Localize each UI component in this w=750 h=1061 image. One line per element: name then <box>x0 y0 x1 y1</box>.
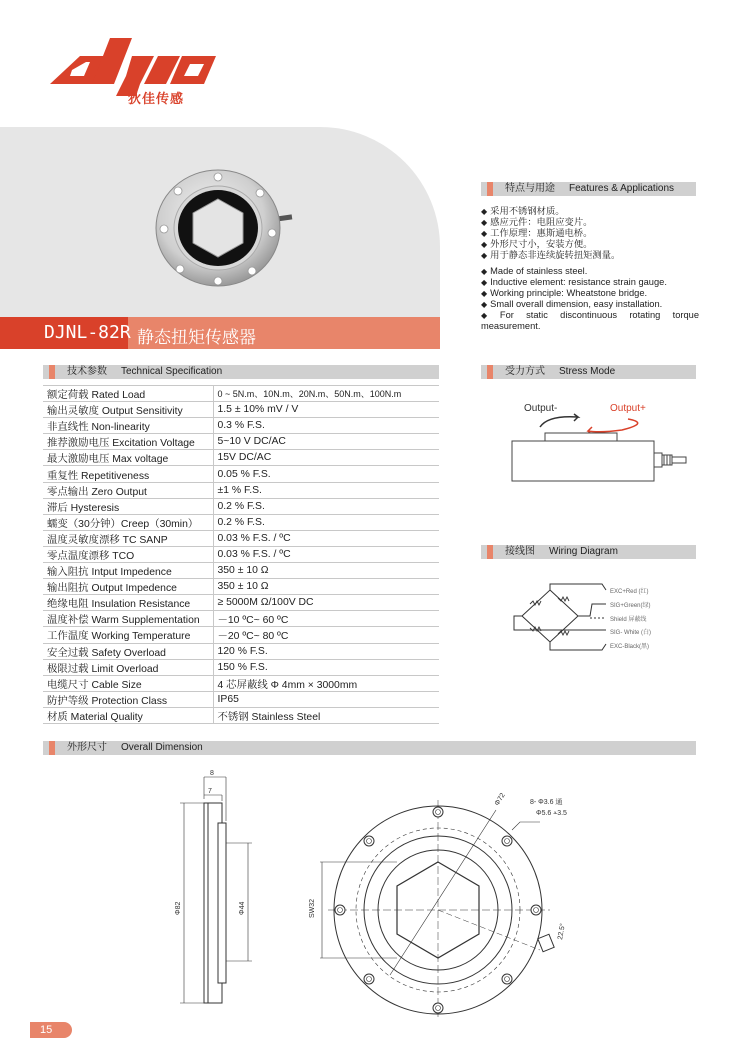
table-row <box>43 434 439 450</box>
spec-table <box>43 385 439 724</box>
table-cell: IP65 <box>213 691 439 707</box>
table-cell: 重复性 Repetitiveness <box>43 466 213 482</box>
front-view-drawing <box>300 770 610 1020</box>
table-cell: 15V DC/AC <box>213 450 439 466</box>
table-cell: 非直线性 Non-linearity <box>43 418 213 434</box>
table-cell: 1.5 ± 10% mV / V <box>213 402 439 418</box>
list-item: ◆ Small overall dimension, easy installation. <box>481 299 699 310</box>
product-model: DJNL-82R <box>44 322 131 343</box>
dim-total-width: 8 <box>210 770 214 777</box>
table-cell: 绝缘电阻 Insulation Resistance <box>43 595 213 611</box>
features-list-en <box>481 266 699 331</box>
wiring-diagram <box>510 578 700 658</box>
table-cell: 滞后 Hysteresis <box>43 498 213 514</box>
table-row <box>43 579 439 595</box>
output-minus-label: Output- <box>524 403 558 414</box>
table-row <box>43 595 439 611</box>
stress-header: 受力方式 Stress Mode <box>481 365 696 379</box>
product-photo <box>140 163 300 293</box>
spec-header: 技术参数 Technical Specification <box>43 365 439 379</box>
dim-flange-width: 7 <box>208 788 212 795</box>
dimension-header: 外形尺寸 Overall Dimension <box>43 741 696 755</box>
table-cell: 电缆尺寸 Cable Size <box>43 675 213 691</box>
table-cell: 4 芯屏蔽线 Φ 4mm × 3000mm <box>213 675 439 691</box>
table-cell: 温度补偿 Warm Supplementation <box>43 611 213 627</box>
table-cell: 零点输出 Zero Output <box>43 482 213 498</box>
table-row <box>43 530 439 546</box>
product-name: 静态扭矩传感器 <box>137 328 256 347</box>
table-cell: 零点温度漂移 TCO <box>43 546 213 562</box>
list-item: ◆ Made of stainless steel. <box>481 266 699 277</box>
table-row <box>43 643 439 659</box>
table-cell: 5~10 V DC/AC <box>213 434 439 450</box>
table-cell: 输出灵敏度 Output Sensitivity <box>43 402 213 418</box>
table-row <box>43 611 439 627</box>
table-cell: 不锈钢 Stainless Steel <box>213 707 439 723</box>
features-list-cn <box>481 206 696 261</box>
table-cell: 输入阻抗 Intput Impedence <box>43 563 213 579</box>
table-cell: 120 % F.S. <box>213 643 439 659</box>
table-cell: 材质 Material Quality <box>43 707 213 723</box>
list-item: ◆ Inductive element: resistance strain gauge. <box>481 277 699 288</box>
table-row <box>43 659 439 675</box>
brand-subtitle: 狄佳传感 <box>128 91 185 106</box>
wire-label: SIG+Green(绿) <box>610 603 651 609</box>
table-cell: 350 ± 10 Ω <box>213 563 439 579</box>
table-cell: 蠕变（30分钟）Creep（30min） <box>43 514 213 530</box>
table-cell: 防护等级 Protection Class <box>43 691 213 707</box>
table-cell: 0.05 % F.S. <box>213 466 439 482</box>
page-number: 15 <box>40 1024 53 1036</box>
list-item: ◆ 采用不锈钢材质。 <box>481 206 696 217</box>
dim-inner-dia: Φ44 <box>239 901 246 915</box>
table-row <box>43 514 439 530</box>
list-item: ◆ Working principle: Wheatstone bridge. <box>481 288 699 299</box>
table-cell: 极限过载 Limit Overload <box>43 659 213 675</box>
table-cell: ≥ 5000M Ω/100V DC <box>213 595 439 611</box>
list-item: ◆ 感应元件：电阻应变片。 <box>481 217 696 228</box>
list-item: ◆ 工作原理：惠斯通电桥。 <box>481 228 696 239</box>
table-cell: 工作温度 Working Temperature <box>43 627 213 643</box>
wire-label: EXC-Black(黑) <box>610 644 650 650</box>
list-item: ◆ 外形尺寸小，安装方便。 <box>481 239 696 250</box>
table-cell: 0 ~ 5N.m、10N.m、20N.m、50N.m、100N.m <box>213 386 439 402</box>
table-row <box>43 418 439 434</box>
table-row <box>43 402 439 418</box>
stress-mode-diagram <box>500 395 700 490</box>
dim-outer-dia: Φ82 <box>175 901 182 915</box>
table-row <box>43 707 439 723</box>
wire-label: EXC+Red (红) <box>610 589 649 595</box>
features-header: 特点与用途 Features & Applications <box>481 182 696 196</box>
table-cell: 推荐激励电压 Excitation Voltage <box>43 434 213 450</box>
table-cell: 最大激励电压 Max voltage <box>43 450 213 466</box>
list-item: ◆ For static discontinuous rotating torque measurement. <box>481 310 699 331</box>
table-cell: －10 ºC~ 60 ºC <box>213 611 439 627</box>
table-cell: 安全过载 Safety Overload <box>43 643 213 659</box>
table-cell: 额定荷载 Rated Load <box>43 386 213 402</box>
table-row <box>43 386 439 402</box>
table-row <box>43 546 439 562</box>
table-row <box>43 482 439 498</box>
list-item: ◆ 用于静态非连续旋转扭矩测量。 <box>481 250 696 261</box>
table-cell: －20 ºC~ 80 ºC <box>213 627 439 643</box>
table-row <box>43 498 439 514</box>
table-row <box>43 466 439 482</box>
dim-pcd: Φ72 <box>493 792 507 808</box>
table-row <box>43 627 439 643</box>
table-row <box>43 450 439 466</box>
wiring-header: 接线图 Wiring Diagram <box>481 545 696 559</box>
table-cell: 0.2 % F.S. <box>213 514 439 530</box>
table-cell: ±1 % F.S. <box>213 482 439 498</box>
table-row <box>43 675 439 691</box>
table-cell: 0.03 % F.S. / ºC <box>213 530 439 546</box>
dim-hex: SW32 <box>309 898 316 918</box>
table-cell: 150 % F.S. <box>213 659 439 675</box>
side-view-drawing <box>160 765 260 1015</box>
wire-label: SIG- White (白) <box>610 630 652 636</box>
wire-label: Shield 屏蔽线 <box>610 617 647 623</box>
table-cell: 温度灵敏度漂移 TC SANP <box>43 530 213 546</box>
table-cell: 0.3 % F.S. <box>213 418 439 434</box>
dim-holes-line2: Φ5.6 ⩡3.5 <box>536 810 567 817</box>
table-cell: 0.2 % F.S. <box>213 498 439 514</box>
table-row <box>43 691 439 707</box>
dim-holes-line1: 8- Φ3.6 通 <box>530 799 563 806</box>
table-cell: 0.03 % F.S. / ºC <box>213 546 439 562</box>
table-cell: 输出阻抗 Output Impedence <box>43 579 213 595</box>
table-row <box>43 563 439 579</box>
table-cell: 350 ± 10 Ω <box>213 579 439 595</box>
dim-angle: 22.5° <box>557 922 567 941</box>
output-plus-label: Output+ <box>610 403 646 414</box>
